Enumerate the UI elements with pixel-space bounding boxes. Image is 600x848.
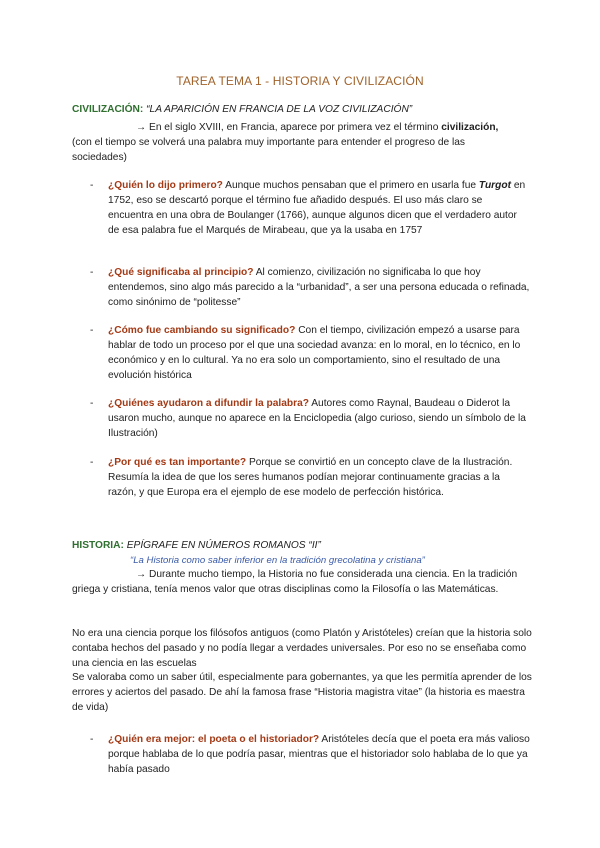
bullet-question: ¿Quién era mejor: el poeta o el historiador?: [108, 734, 320, 745]
civilizacion-keyword: civilización,: [441, 122, 499, 133]
bullet-question: ¿Por qué es tan importante?: [108, 457, 247, 468]
civilizacion-heading: [72, 102, 412, 117]
bullet-keyword: Turgot: [478, 180, 511, 191]
list-item: [90, 396, 530, 441]
historia-quote: “La Historia como saber inferior en la tradición grecolatina y cristiana”: [130, 555, 425, 566]
bullet-dash: -: [90, 180, 94, 191]
bullet-text-cont: en 1752, eso se descartó porque el término fue añadido después. El uso más claro se encuentra en una obra de Boulanger (1766), aunque algunos dicen que el verdadero autor de esa palabra fue el Marqués de Mirabeau, que ya la usaba en 1757: [108, 180, 526, 236]
bullet-text: Porque se convirtió en un concepto clave de la Ilustración. Resumía la idea de que los seres humanos podían mejorar continuamente gracias a la razón, y que Europa era el ejemplo de ese modelo de perfección histórica.: [108, 457, 513, 498]
bullet-text: Con el tiempo, civilización empezó a usarse para hablar de todo un proceso por el que una sociedad avanza: en lo moral, en lo técnico, en lo económico y en lo cultural. Ya no era solo un comportamiento, sino el resultado de una evolución histórica: [108, 325, 521, 381]
historia-label: HISTORIA:: [72, 540, 124, 551]
bullet-dash: -: [90, 398, 94, 409]
historia-heading: [72, 538, 321, 553]
bullet-dash: -: [90, 457, 94, 468]
civilizacion-subtitle: “LA APARICIÓN EN FRANCIA DE LA VOZ CIVILIZACIÓN”: [146, 104, 413, 115]
list-item: [90, 732, 530, 777]
bullet-question: ¿Quién lo dijo primero?: [108, 180, 223, 191]
list-item: [90, 323, 530, 383]
civilizacion-label: CIVILIZACIÓN:: [72, 104, 144, 115]
bullet-text: Aristóteles decía que el poeta era más valioso porque hablaba de lo que podría pasar, mientras que el historiador solo hablaba de lo que ya había pasado: [108, 734, 530, 775]
bullet-question: ¿Qué significaba al principio?: [108, 267, 254, 278]
list-item: [90, 265, 530, 310]
historia-paragraph-2: Se valoraba como un saber útil, especialmente para gobernantes, ya que les permitía aprender de los errores y aciertos del pasado. De ahí la famosa frase “Historia magistra vitae” (la historia es maestra de vida): [72, 672, 532, 713]
list-item: [90, 455, 530, 500]
civilizacion-intro-text: → En el siglo XVIII, en Francia, aparece por primera vez el término: [136, 122, 442, 133]
historia-intro: [72, 567, 532, 597]
bullet-dash: -: [90, 325, 94, 336]
bullet-text: Al comienzo, civilización no significaba lo que hoy entendemos, sino algo más parecido a la “urbanidad”, a ser una persona educada o refinada, como sinónimo de “politesse”: [108, 267, 530, 308]
historia-intro-text: → Durante mucho tiempo, la Historia no fue considerada una ciencia. En la tradición griega y cristiana, tenía menos valor que otras disciplinas como la Filosofía o las Matemáticas.: [72, 569, 518, 595]
list-item: [90, 178, 530, 238]
bullet-question: ¿Cómo fue cambiando su significado?: [108, 325, 296, 336]
bullet-dash: -: [90, 267, 94, 278]
page-title: TAREA TEMA 1 - HISTORIA Y CIVILIZACIÓN: [176, 74, 424, 88]
bullet-text: Aunque muchos pensaban que el primero en usarla fue: [222, 180, 479, 191]
bullet-question: ¿Quiénes ayudaron a difundir la palabra?: [108, 398, 309, 409]
historia-paragraph-1: No era una ciencia porque los filósofos antiguos (como Platón y Aristóteles) creían que la historia solo contaba hechos del pasado y no podía llegar a verdades universales. Por eso no se enseñaba como una ciencia en las escuelas: [72, 628, 532, 669]
civilizacion-intro: [72, 120, 512, 165]
civilizacion-intro-note: (con el tiempo se volverá una palabra muy importante para entender el progreso de las sociedades): [72, 137, 466, 163]
bullet-text: Autores como Raynal, Baudeau o Diderot la usaron mucho, aunque no aparece en la Enciclopedia (algo curioso, siendo un símbolo de la Ilustración): [108, 398, 526, 439]
bullet-dash: -: [90, 734, 94, 745]
historia-subtitle: EPÍGRAFE EN NÚMEROS ROMANOS “II”: [126, 540, 321, 551]
